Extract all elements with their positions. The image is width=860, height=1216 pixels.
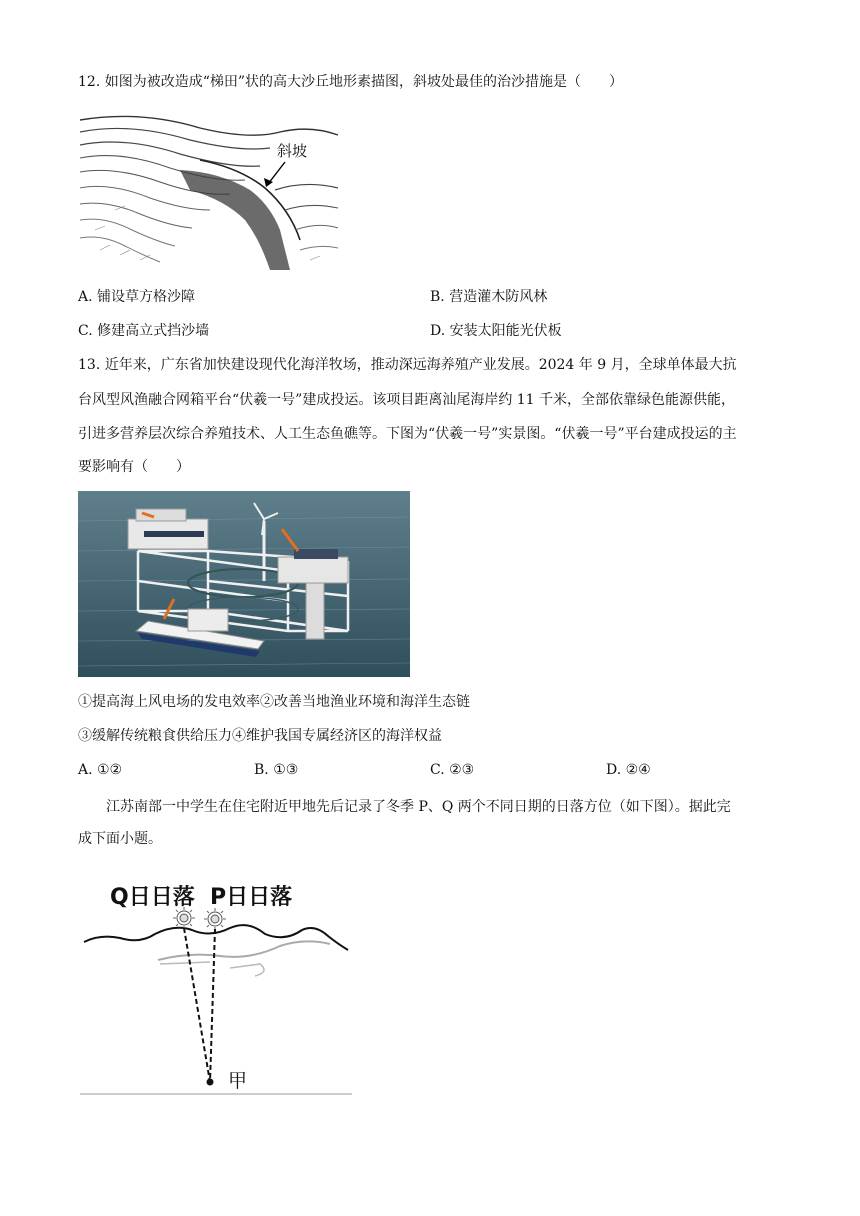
passage-line-2: 成下面小题。 — [78, 831, 162, 847]
passage-line-1: 江苏南部一中学生在住宅附近甲地先后记录了冬季 P、Q 两个不同日期的日落方位（如下图）。据此完 — [106, 799, 731, 815]
q13-option-b[interactable]: B. ①③ — [254, 762, 299, 778]
q13-stem-line-3: 引进多营养层次综合养殖技术、人工生态鱼礁等。下图为“伏羲一号”实景图。“伏羲一号”平台建成投运的主 — [78, 426, 737, 442]
q13-option-a[interactable]: A. ①② — [78, 762, 123, 778]
point-jia-label: 甲 — [228, 1070, 248, 1092]
sand-dune-sketch — [80, 110, 338, 270]
p-sunset-label: P日日落 — [210, 885, 293, 910]
q13-stem-line-2: 台风型风渔融合网箱平台“伏羲一号”建成投运。该项目距离汕尾海岸约 11 千米，全部依靠绿色能源供能， — [78, 392, 736, 408]
q12-stem: 12. 如图为被改造成“梯田”状的高大沙丘地形素描图，斜坡处最佳的治沙措施是（ ） — [78, 74, 624, 90]
q13-statement-2: ③缓解传统粮食供给压力④维护我国专属经济区的海洋权益 — [78, 728, 442, 744]
fuxi-platform-photo — [78, 491, 410, 677]
q13-stem-line-4: 要影响有（ ） — [78, 459, 190, 475]
q12-option-a[interactable]: A. 铺设草方格沙障 — [78, 289, 196, 305]
q13-option-d[interactable]: D. ②④ — [606, 762, 651, 778]
q13-statement-1: ①提高海上风电场的发电效率②改善当地渔业环境和海洋生态链 — [78, 694, 470, 710]
q13-stem-line-1: 13. 近年来，广东省加快建设现代化海洋牧场，推动深远海养殖产业发展。2024 年 9 月，全球单体最大抗 — [78, 357, 737, 373]
q12-option-b[interactable]: B. 营造灌木防风林 — [430, 289, 548, 305]
p-sun — [204, 908, 226, 930]
sand-dune-drawing — [80, 110, 338, 270]
q13-option-c[interactable]: C. ②③ — [430, 762, 475, 778]
q-sunset-label: Q日日落 — [110, 885, 195, 910]
q12-option-c[interactable]: C. 修建高立式挡沙墙 — [78, 323, 210, 339]
sunset-azimuth-figure — [80, 872, 352, 1096]
q12-option-d[interactable]: D. 安装太阳能光伏板 — [430, 323, 562, 339]
slope-label: 斜坡 — [277, 142, 308, 160]
platform-drawing — [78, 491, 410, 677]
